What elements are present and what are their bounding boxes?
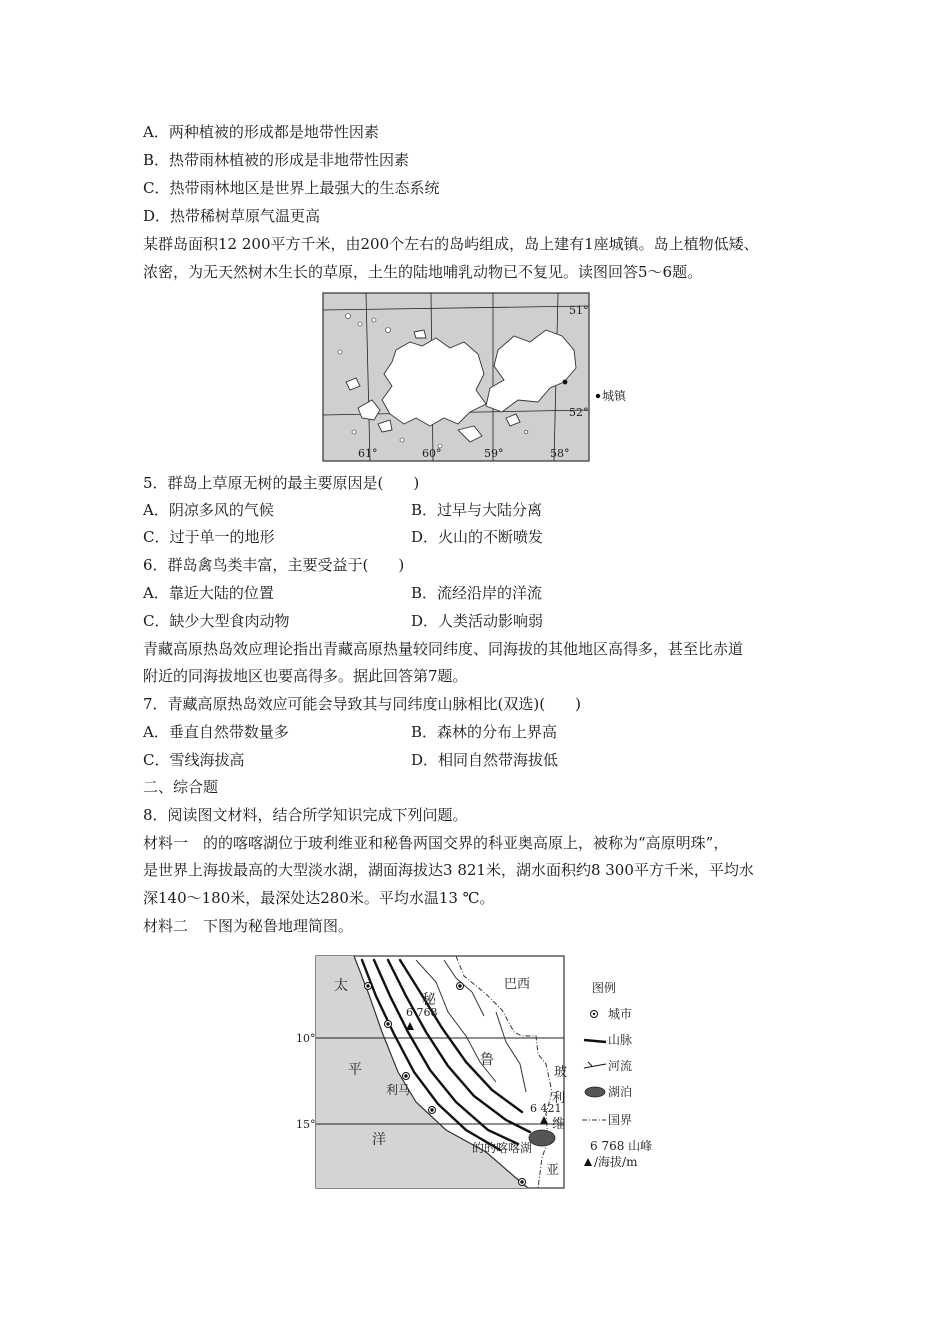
lon-label-61: 61° [358,447,378,460]
intro-5-6-line2: 浓密，为无天然树木生长的草原，土生的陆地哺乳动物已不复见。读图回答5～6题。 [143,263,703,281]
q5-stem: 5．群岛上草原无树的最主要原因是( ) [143,474,420,492]
archipelago-map [318,290,638,466]
q5-option-b: B．过早与大陆分离 [411,501,543,519]
legend-lake: 湖泊 [608,1085,633,1099]
lat-label-52: 52° [569,406,589,419]
ocean-char-2: 平 [348,1062,362,1078]
intro-7-line1: 青藏高原热岛效应理论指出青藏高原热量较同纬度、同海拔的其他地区高得多，甚至比赤道 [143,640,744,658]
ocean-char-3: 洋 [372,1132,386,1148]
bolivia-char-3: 维 [552,1117,566,1132]
lat-label-15: 15° [296,1118,316,1131]
lat-label-10: 10° [296,1032,316,1045]
q4-option-b: B．热带雨林植被的形成是非地带性因素 [143,151,410,169]
map-legend [582,980,652,1169]
intro-5-6-line1: 某群岛面积12 200平方千米，由200个左右的岛屿组成，岛上建有1座城镇。岛上植物低矮、 [143,235,759,253]
legend-elev: /海拔/m [594,1155,638,1169]
legend-title: 图例 [592,981,617,995]
section-heading: 二、综合题 [143,778,219,796]
q6-option-d: D．人类活动影响弱 [411,612,544,630]
q7-option-c: C．雪线海拔高 [143,751,245,769]
q8-material1-line3: 深140～180米，最深处达280米。平均水温13 ℃。 [143,889,495,907]
q7-option-a: A．垂直自然带数量多 [143,723,289,741]
legend-river: 河流 [608,1059,633,1073]
q4-option-d: D．热带稀树草原气温更高 [143,207,321,225]
lima-label: 利马 [386,1083,411,1097]
peru-map [296,952,686,1192]
q6-option-a: A．靠近大陆的位置 [143,584,274,602]
brazil-label: 巴西 [504,977,531,992]
peru-char-2: 鲁 [480,1052,494,1068]
legend-mountain: 山脉 [608,1033,633,1047]
q7-stem: 7．青藏高原热岛效应可能会导致其与同纬度山脉相比(双选)( ) [143,695,581,713]
bolivia-char-2: 利 [552,1091,566,1106]
q5-option-c: C．过于单一的地形 [143,528,275,546]
lon-label-59: 59° [484,447,504,460]
lake-label: 的的喀喀湖 [472,1141,533,1155]
q5-option-d: D．火山的不断喷发 [411,528,544,546]
q7-option-b: B．森林的分布上界高 [411,723,558,741]
q8-material2: 材料二 下图为秘鲁地理简图。 [143,917,354,935]
bolivia-char-1: 玻 [554,1065,568,1080]
q5-option-a: A．阴凉多风的气候 [143,501,274,519]
peru-char-1: 秘 [422,992,436,1008]
q6-stem: 6．群岛禽鸟类丰富，主要受益于( ) [143,556,405,574]
legend-peak: 6 768 山峰 [590,1139,653,1153]
legend-border: 国界 [608,1113,633,1127]
lat-label-51: 51° [569,304,589,317]
town-label: 城镇 [602,389,627,403]
lon-label-58: 58° [550,447,570,460]
bolivia-char-4: 亚 [546,1163,560,1178]
q6-option-b: B．流经沿岸的洋流 [411,584,543,602]
intro-7-line2: 附近的同海拔地区也要高得多。据此回答第7题。 [143,667,468,685]
lon-label-60: 60° [422,447,442,460]
peak-label-1: 6 768 [406,1006,438,1019]
q4-option-a: A．两种植被的形成都是地带性因素 [143,123,379,141]
q8-stem: 8．阅读图文材料，结合所学知识完成下列问题。 [143,806,468,824]
town-dot-map [563,380,568,385]
ocean-char-1: 太 [334,978,348,994]
q6-option-c: C．缺少大型食肉动物 [143,612,290,630]
legend-city: 城市 [608,1007,633,1021]
q4-option-c: C．热带雨林地区是世界上最强大的生态系统 [143,179,440,197]
q8-material1-line2: 是世界上海拔最高的大型淡水湖，湖面海拔达3 821米，湖水面积约8 300平方千米，平均水 [143,861,754,879]
q7-option-d: D．相同自然带海拔低 [411,751,559,769]
peak-label-2: 6 421 [530,1102,562,1115]
titicaca-lake [529,1130,555,1146]
town-legend-dot [596,394,600,398]
q8-material1-line1: 材料一 的的喀喀湖位于玻利维亚和秘鲁两国交界的科亚奥高原上，被称为“高原明珠”， [143,834,729,852]
